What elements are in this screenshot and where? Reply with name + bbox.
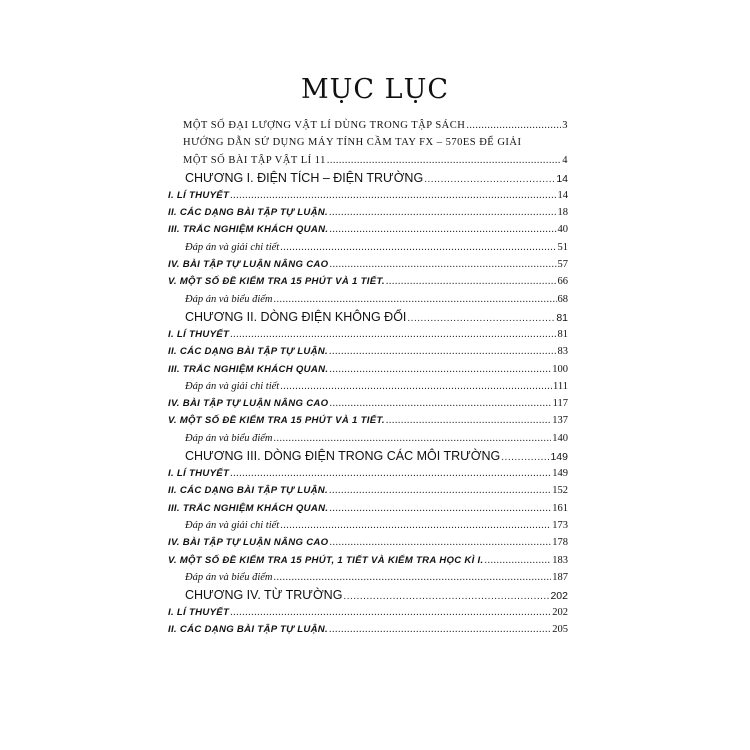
dot-leader xyxy=(327,152,561,169)
toc-entry-section xyxy=(168,604,568,621)
dot-leader xyxy=(230,326,556,343)
dot-leader xyxy=(280,378,552,395)
toc-entry-page-number: 66 xyxy=(557,276,568,288)
toc-entry-chapter xyxy=(168,169,568,187)
dot-leader xyxy=(273,291,556,308)
dot-leader xyxy=(329,204,556,221)
toc-entry-section xyxy=(168,326,568,343)
toc-entry-section xyxy=(168,395,568,412)
toc-entry-page-number: 205 xyxy=(552,624,568,636)
dot-leader xyxy=(230,604,551,621)
toc-entry-chapter xyxy=(168,447,568,465)
dot-leader xyxy=(329,500,551,517)
toc-entry-label: II. CÁC DẠNG BÀI TẬP TỰ LUẬN. xyxy=(168,624,329,636)
toc-entry-page-number: 81 xyxy=(556,311,568,324)
dot-leader xyxy=(329,343,556,360)
toc-entry-label: II. CÁC DẠNG BÀI TẬP TỰ LUẬN. xyxy=(168,485,329,497)
toc-entry-label: I. LÍ THUYẾT xyxy=(168,607,230,619)
toc-entry-page-number: 202 xyxy=(550,590,568,603)
toc-entry-page-number: 149 xyxy=(550,451,568,464)
toc-entry-label: I. LÍ THUYẾT xyxy=(168,189,230,201)
toc-entry-label: CHƯƠNG II. DÒNG ĐIỆN KHÔNG ĐỔI xyxy=(185,309,407,324)
toc-entry-section xyxy=(168,273,568,290)
toc-entry-label: IV. BÀI TẬP TỰ LUẬN NÂNG CAO xyxy=(168,259,329,271)
toc-entry-chapter xyxy=(168,308,568,326)
toc-entry-section xyxy=(168,552,568,569)
toc-entry-label: II. CÁC DẠNG BÀI TẬP TỰ LUẬN. xyxy=(168,207,329,219)
toc-entry-label: I. LÍ THUYẾT xyxy=(168,468,230,480)
dot-leader xyxy=(329,534,551,551)
dot-leader xyxy=(280,517,551,534)
toc-entry-label: MỘT SỐ ĐẠI LƯỢNG VẬT LÍ DÙNG TRONG TẬP SÁCH xyxy=(183,120,466,131)
toc-entry-label: Đáp án và biểu điểm xyxy=(185,293,273,305)
toc-entry-page-number: 173 xyxy=(552,519,568,531)
toc-entry-sub xyxy=(168,517,568,534)
toc-entry-label: MỘT SỐ BÀI TẬP VẬT LÍ 11 xyxy=(183,154,326,166)
toc-entry-page-number: 149 xyxy=(552,468,568,480)
toc-entry-section xyxy=(168,256,568,273)
toc-entry-label: III. TRẮC NGHIỆM KHÁCH QUAN. xyxy=(168,363,329,375)
toc-entry-label: V. MỘT SỐ ĐỀ KIỂM TRA 15 PHÚT, 1 TIẾT VÀ KIỂM TRA HỌC KÌ I. xyxy=(168,554,484,566)
toc-entry-label: IV. BÀI TẬP TỰ LUẬN NÂNG CAO xyxy=(168,398,329,410)
toc-entry-label: CHƯƠNG IV. TỪ TRƯỜNG xyxy=(185,588,343,603)
toc-entry-page-number: 187 xyxy=(552,571,568,583)
toc-entry-sub xyxy=(168,239,568,256)
toc-entry-label: CHƯƠNG III. DÒNG ĐIỆN TRONG CÁC MÔI TRƯỜNG xyxy=(185,449,501,464)
toc-entry-label: V. MỘT SỐ ĐỀ KIỂM TRA 15 PHÚT VÀ 1 TIẾT. xyxy=(168,415,385,427)
toc-entry-page-number: 40 xyxy=(557,224,568,236)
toc-entry-page-number: 178 xyxy=(552,537,568,549)
dot-leader xyxy=(466,117,561,134)
toc-entry-section xyxy=(168,187,568,204)
toc-entry-page-number: 57 xyxy=(557,259,568,271)
toc-entry-page-number: 3 xyxy=(562,120,568,131)
dot-leader xyxy=(386,273,557,290)
toc-entry-page-number: 111 xyxy=(553,380,568,392)
toc-entry-page-number: 183 xyxy=(552,554,568,566)
dot-leader xyxy=(329,482,551,499)
toc-entry-label: Đáp án và giải chi tiết xyxy=(185,519,280,531)
toc-entry-page-number: 81 xyxy=(557,328,568,340)
dot-leader xyxy=(230,187,556,204)
toc-entry-label: Đáp án và biểu điểm xyxy=(185,571,273,583)
toc-entry-label: Đáp án và giải chi tiết xyxy=(185,241,280,253)
toc-entry-label: Đáp án và giải chi tiết xyxy=(185,380,280,392)
dot-leader xyxy=(273,569,551,586)
dot-leader xyxy=(230,465,551,482)
dot-leader xyxy=(280,239,556,256)
toc-entry-label: II. CÁC DẠNG BÀI TẬP TỰ LUẬN. xyxy=(168,346,329,358)
dot-leader xyxy=(329,395,551,412)
toc-entry-page-number: 14 xyxy=(556,172,568,185)
toc-entry-page-number: 202 xyxy=(552,607,568,619)
toc-entry-label: III. TRẮC NGHIỆM KHÁCH QUAN. xyxy=(168,502,329,514)
dot-leader xyxy=(329,221,556,238)
dot-leader xyxy=(273,430,551,447)
toc-entry-sub xyxy=(168,430,568,447)
toc-entry-section xyxy=(168,343,568,360)
toc-entry-label: CHƯƠNG I. ĐIỆN TÍCH – ĐIỆN TRƯỜNG xyxy=(185,170,424,185)
page-title: MỤC LỤC xyxy=(301,74,449,106)
toc-entry-page-number: 161 xyxy=(552,502,568,514)
toc-entry-front xyxy=(168,117,568,134)
toc-entry-label: III. TRẮC NGHIỆM KHÁCH QUAN. xyxy=(168,224,329,236)
toc-entry-sub xyxy=(168,291,568,308)
toc-entry-page-number: 68 xyxy=(557,293,568,305)
dot-leader xyxy=(329,621,551,638)
toc-entry-front xyxy=(168,134,568,151)
toc-entry-page-number: 14 xyxy=(557,189,568,201)
toc-entry-label: Đáp án và biểu điểm xyxy=(185,432,273,444)
toc-entry-section xyxy=(168,621,568,638)
toc-entry-section xyxy=(168,500,568,517)
dot-leader xyxy=(329,256,556,273)
toc-entry-label: V. MỘT SỐ ĐỀ KIỂM TRA 15 PHÚT VÀ 1 TIẾT. xyxy=(168,276,385,288)
toc-entry-page-number: 137 xyxy=(552,415,568,427)
toc-entry-section xyxy=(168,465,568,482)
toc-entry-page-number: 83 xyxy=(557,346,568,358)
dot-leader xyxy=(485,552,552,569)
dot-leader xyxy=(329,361,551,378)
toc-entry-section xyxy=(168,482,568,499)
toc-entry-page-number: 117 xyxy=(552,398,568,410)
toc-entry-chapter xyxy=(168,586,568,604)
toc-entry-page-number: 100 xyxy=(552,363,568,375)
toc-entry-page-number: 152 xyxy=(552,485,568,497)
toc-entry-sub xyxy=(168,569,568,586)
toc-entry-section xyxy=(168,412,568,429)
toc-entry-section xyxy=(168,221,568,238)
table-of-contents xyxy=(168,117,568,639)
toc-entry-page-number: 4 xyxy=(562,154,568,166)
toc-entry-page-number: 51 xyxy=(557,241,568,253)
toc-entry-section xyxy=(168,204,568,221)
toc-entry-label: I. LÍ THUYẾT xyxy=(168,328,230,340)
toc-entry-page-number: 140 xyxy=(552,432,568,444)
toc-entry-page-number: 18 xyxy=(557,207,568,219)
toc-entry-front xyxy=(168,152,568,169)
toc-entry-section xyxy=(168,534,568,551)
toc-entry-label: IV. BÀI TẬP TỰ LUẬN NÂNG CAO xyxy=(168,537,329,549)
toc-entry-section xyxy=(168,361,568,378)
toc-entry-sub xyxy=(168,378,568,395)
toc-entry-label: HƯỚNG DẪN SỬ DỤNG MÁY TÍNH CẦM TAY FX – 570ES ĐỂ GIẢI xyxy=(183,137,522,149)
dot-leader xyxy=(386,412,551,429)
